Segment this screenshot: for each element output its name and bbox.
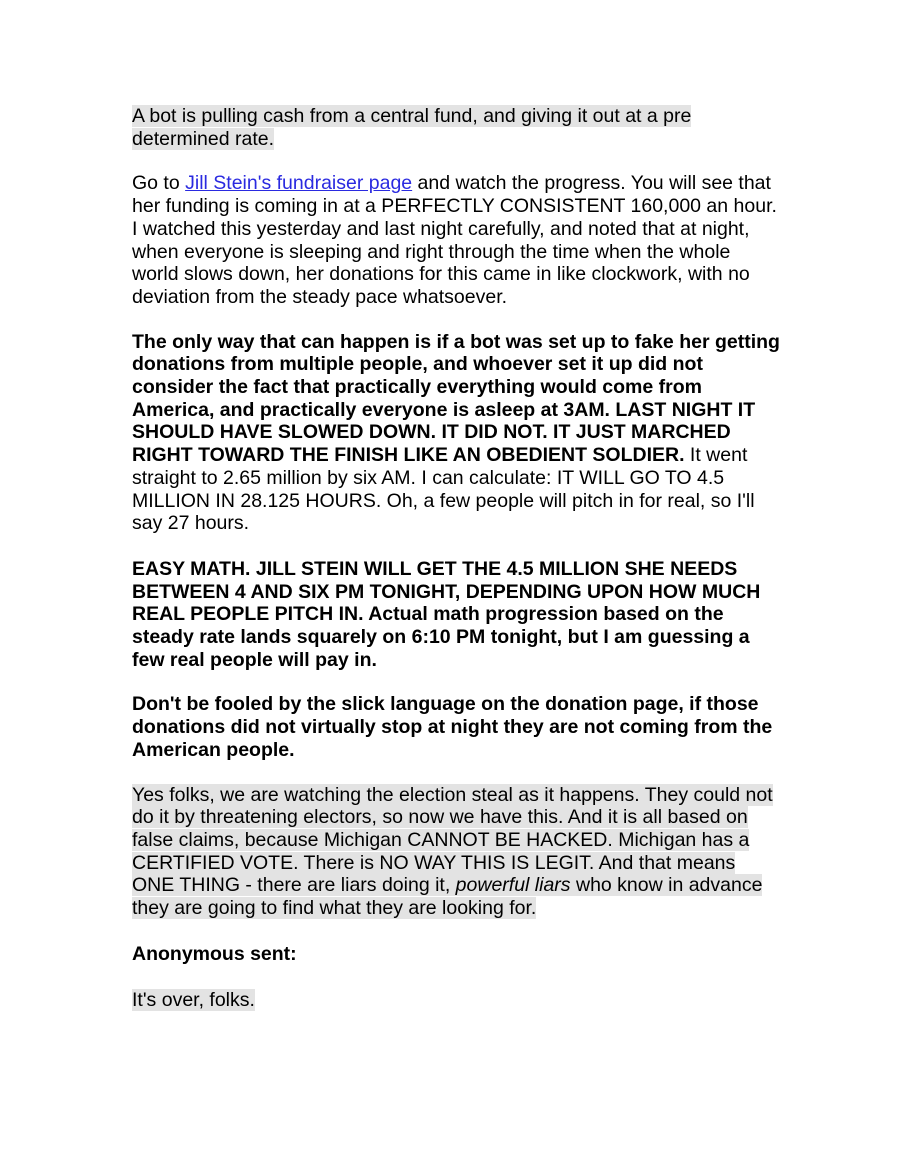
paragraph-easy-math <box>132 558 782 672</box>
highlighted-rest-text: who know in advance they are going to find what they are looking for. <box>132 874 763 920</box>
bold-text: The only way that can happen is if a bot was set up to fake her getting donations from multiple people, and whoever set it up did not consider the fact that practically everything would come from America, and practically everyone is asleep at 3AM. LAST NIGHT IT SHOULD HAVE SLOWED DOWN. IT DID NOT. IT JUST MARCHED RIGHT TOWARD THE FINISH LIKE AN OBEDIENT SOLDIER. <box>132 330 780 467</box>
paragraph-its-over <box>132 989 782 1012</box>
paragraph-lead-text: Go to <box>132 172 186 195</box>
fundraiser-page-link[interactable]: Jill Stein's fundraiser page <box>185 172 413 195</box>
highlighted-lead-text: Yes folks, we are watching the election steal as it happens. They could not do it by threatening electors, so now we have this. And it is all based on false claims, because Michigan CANNOT BE HACKED. Michigan has a CERTIFIED VOTE. There is NO WAY THIS IS LEGIT. And that means ONE THING - there are liars doing it, <box>132 783 773 897</box>
bold-text: Don't be fooled by the slick language on the donation page, if those donations did not virtually stop at night they are not coming from the American people. <box>132 693 773 761</box>
paragraph-body-text: It went straight to 2.65 million by six AM. I can calculate: IT WILL GO TO 4.5 MILLION IN 28.125 HOURS. Oh, a few people will pitch in for real, so I'll say 27 hours. <box>132 444 755 535</box>
bold-text: Anonymous sent: <box>132 942 297 965</box>
bold-text: EASY MATH. JILL STEIN WILL GET THE 4.5 MILLION SHE NEEDS BETWEEN 4 AND SIX PM TONIGHT, DEPENDING UPON HOW MUCH REAL PEOPLE PITCH IN. Actual math progression based on the steady rate lands squarely on 6:10 PM tonight, but I am guessing a few real people will pay in. <box>132 557 761 671</box>
paragraph-body-text: and watch the progress. You will see that her funding is coming in at a PERFECTLY CONSISTENT 160,000 an hour. I watched this yesterday and last night carefully, and noted that at night, when everyone is sleeping and right through the time when the whole world slows down, her donations for this came in like clockwork, with no deviation from the steady pace whatsoever. <box>132 172 777 308</box>
italic-text: powerful liars <box>455 874 571 897</box>
paragraph-election-claim <box>132 784 782 920</box>
paragraph-bot-claim <box>132 105 782 150</box>
highlighted-text: It's over, folks. <box>132 988 255 1011</box>
paragraph-donation-warning <box>132 693 782 761</box>
paragraph-anonymous-sent <box>132 943 782 966</box>
paragraph-fundraiser-progress <box>132 172 782 308</box>
document-body <box>132 105 782 1033</box>
paragraph-bot-explanation <box>132 331 782 535</box>
highlighted-text: A bot is pulling cash from a central fund, and giving it out at a pre determined rate. <box>132 105 692 150</box>
highlighted-text <box>132 784 773 920</box>
